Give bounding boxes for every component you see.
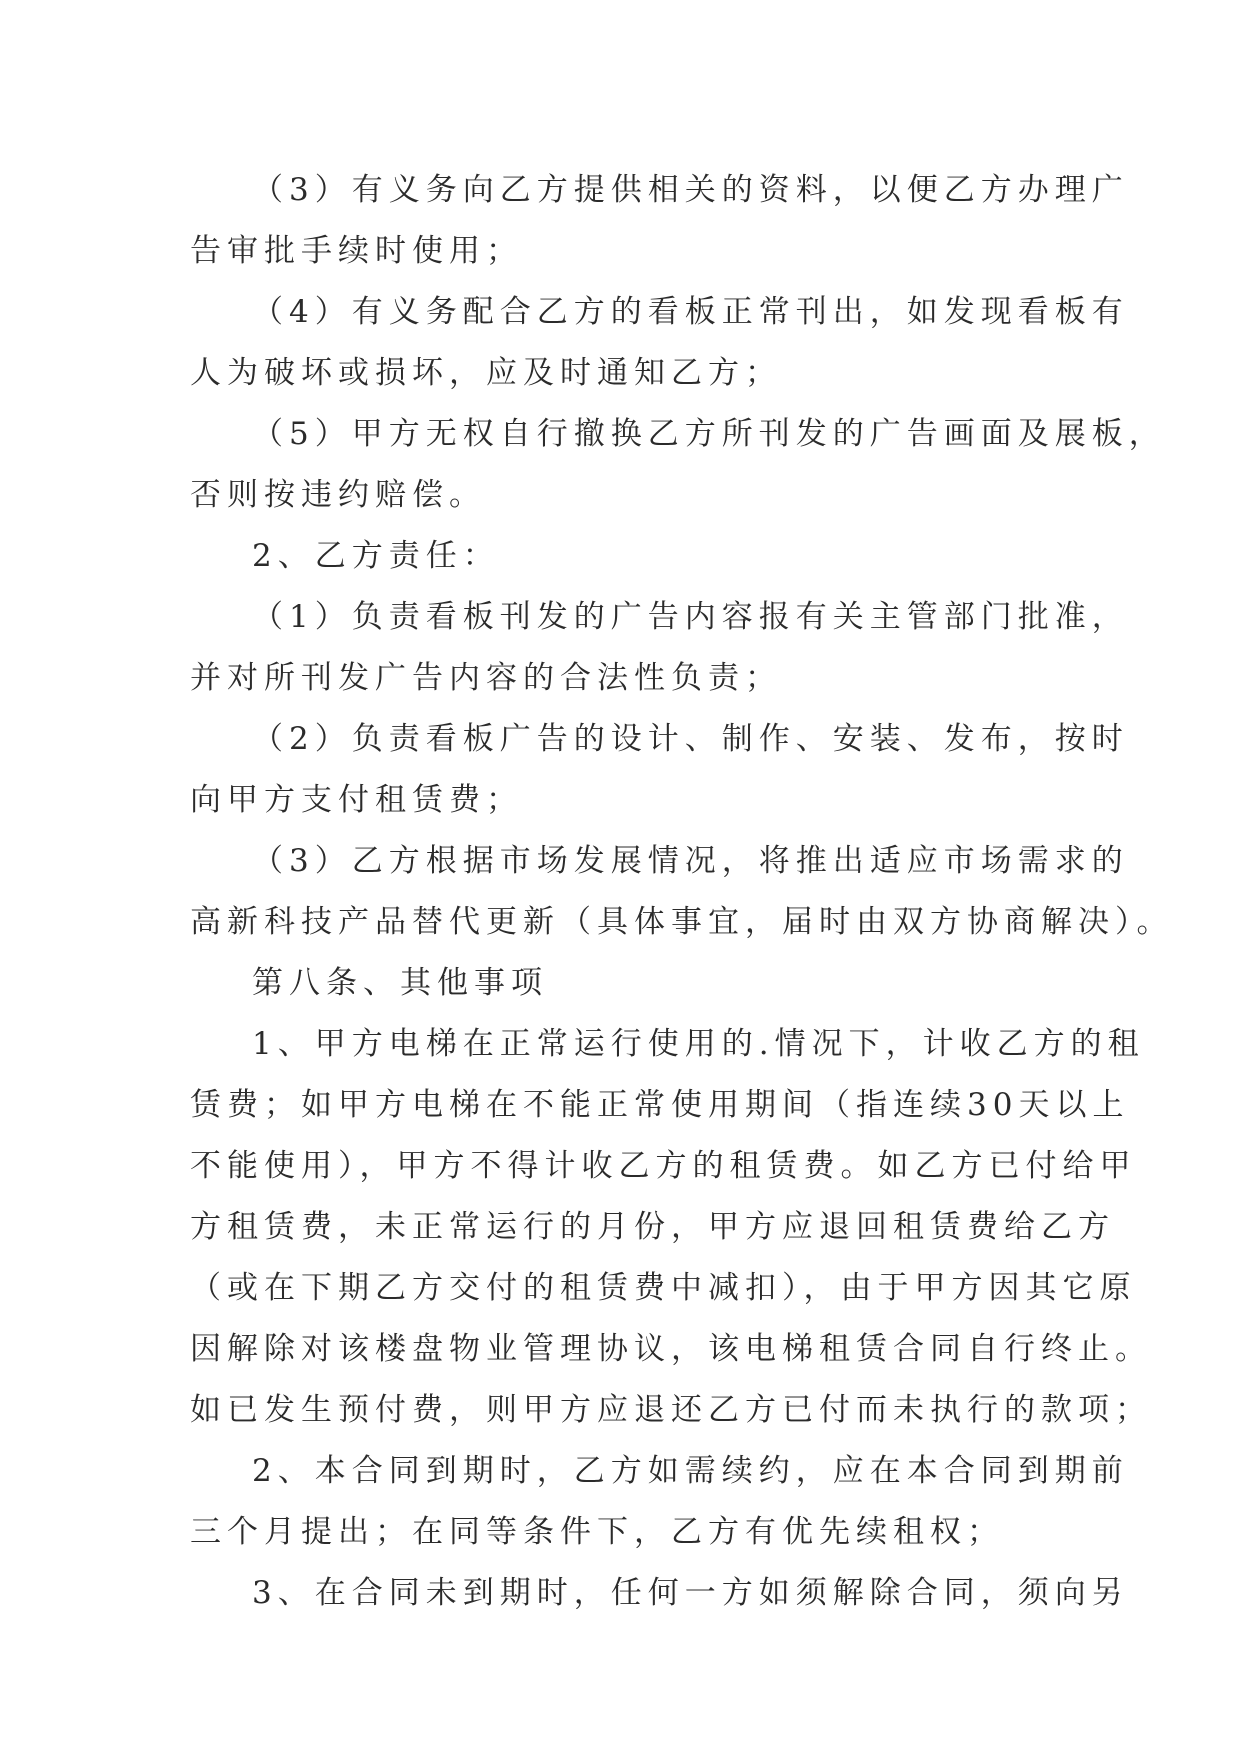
article-heading: 第八条、其他事项 <box>252 965 548 1001</box>
text-line: 并对所刊发广告内容的合法性负责； <box>190 660 782 696</box>
text-line: 因解除对该楼盘物业管理协议，该电梯租赁合同自行终止。 <box>190 1331 1152 1367</box>
text-line: 否则按违约赔偿。 <box>190 477 486 513</box>
text-line: 如已发生预付费，则甲方应退还乙方已付而未执行的款项； <box>190 1392 1152 1428</box>
text-line: 赁费；如甲方电梯在不能正常使用期间（指连续30天以上 <box>190 1087 1130 1123</box>
text-line: （或在下期乙方交付的租赁费中减扣），由于甲方因其它原 <box>190 1270 1137 1306</box>
text-line: （2）负责看板广告的设计、制作、安装、发布，按时 <box>252 721 1129 757</box>
text-line: 方租赁费，未正常运行的月份，甲方应退回租赁费给乙方 <box>190 1209 1115 1245</box>
text-line: 向甲方支付租赁费； <box>190 782 523 818</box>
text-line: （3）有义务向乙方提供相关的资料，以便乙方办理广 <box>252 172 1129 208</box>
text-line: 三个月提出；在同等条件下，乙方有优先续租权； <box>190 1514 1004 1550</box>
text-line: （1）负责看板刊发的广告内容报有关主管部门批准， <box>252 599 1129 635</box>
text-line: 告审批手续时使用； <box>190 233 523 269</box>
contract-text <box>190 160 1174 1624</box>
text-line: （4）有义务配合乙方的看板正常刊出，如发现看板有 <box>252 294 1129 330</box>
text-line: 2、本合同到期时，乙方如需续约，应在本合同到期前 <box>252 1453 1129 1489</box>
text-line: 3、在合同未到期时，任何一方如须解除合同，须向另 <box>252 1575 1129 1611</box>
text-line: （3）乙方根据市场发展情况，将推出适应市场需求的 <box>252 843 1129 879</box>
text-line: 高新科技产品替代更新（具体事宜，届时由双方协商解决）。 <box>190 904 1174 940</box>
section-heading: 2、乙方责任： <box>252 538 500 574</box>
text-line: 1、甲方电梯在正常运行使用的.情况下，计收乙方的租 <box>252 1026 1145 1062</box>
text-line: （5）甲方无权自行撤换乙方所刊发的广告画面及展板， <box>252 416 1166 452</box>
text-line: 不能使用），甲方不得计收乙方的租赁费。如乙方已付给甲 <box>190 1148 1137 1184</box>
text-line: 人为破坏或损坏，应及时通知乙方； <box>190 355 782 391</box>
